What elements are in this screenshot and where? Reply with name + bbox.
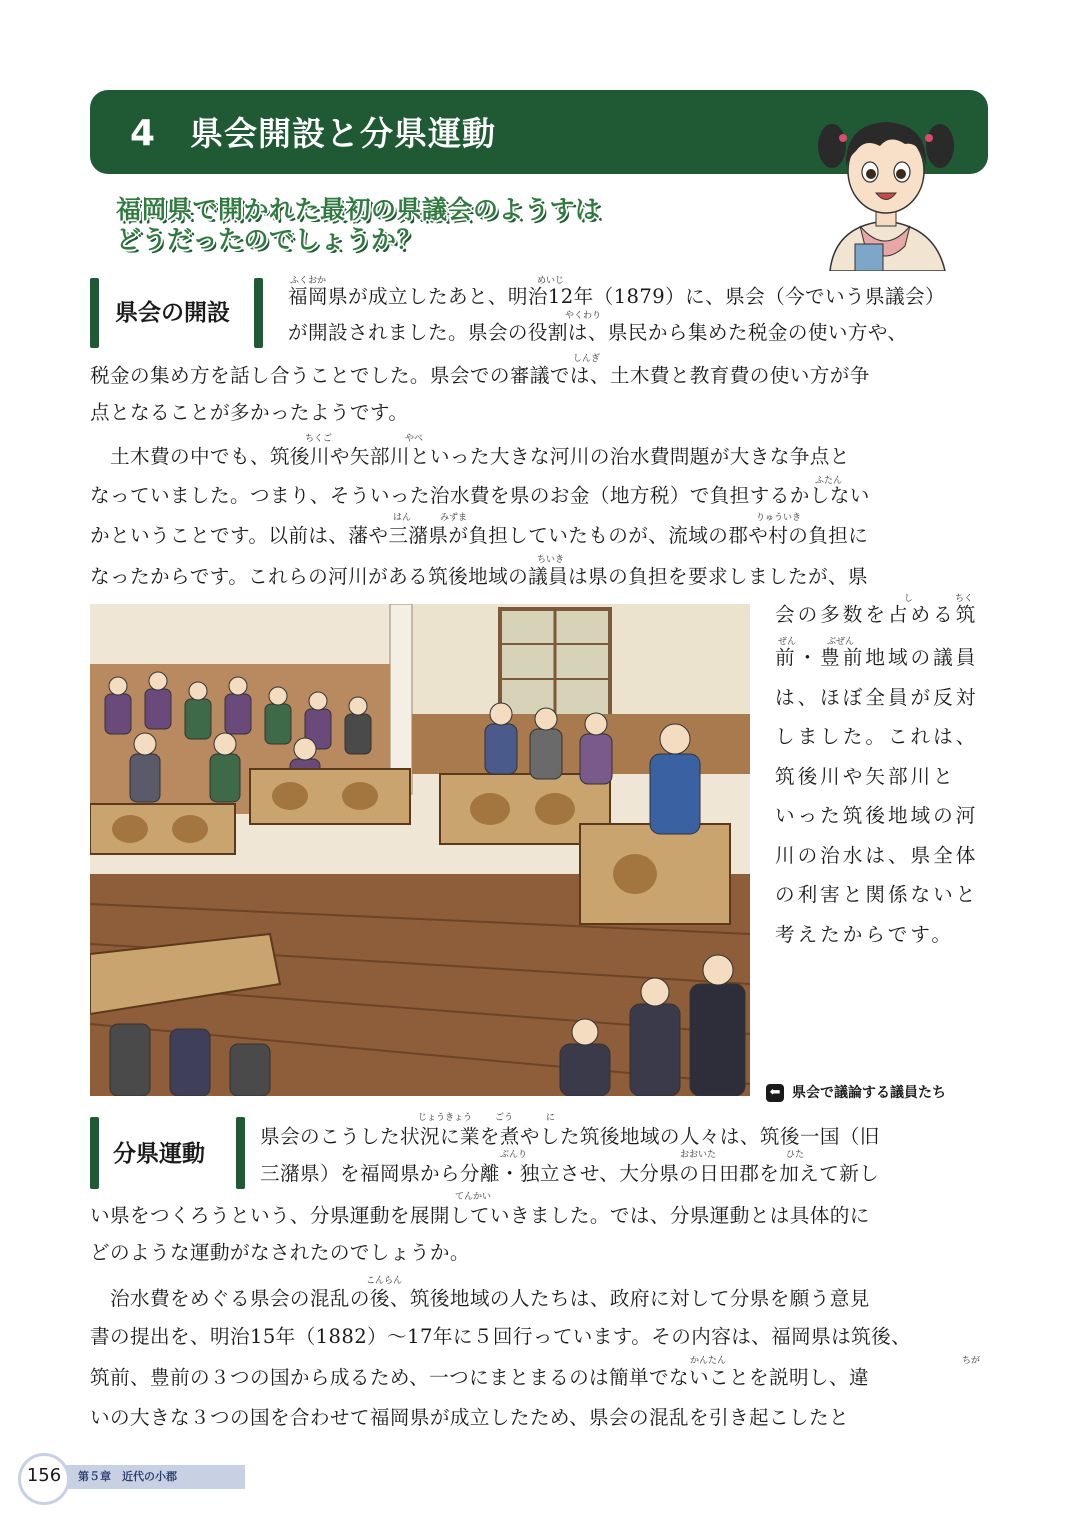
- ruby: やべ: [405, 434, 424, 444]
- assembly-hall-illustration: [90, 604, 750, 1096]
- ruby: ちく: [955, 594, 974, 604]
- ruby: ちいき: [537, 555, 565, 565]
- section-number: 4: [130, 113, 156, 154]
- body-line: かということです。以前は、藩や三潴県が負担していたものが、流域の郡や村の負担に: [90, 524, 869, 547]
- body-line: 治水費をめぐる県会の混乱の後、筑後地域の人たちは、政府に対して分県を願う意見: [90, 1287, 870, 1310]
- ruby: ふたん: [815, 476, 843, 486]
- column-line: 会の多数を占める筑: [775, 603, 979, 626]
- section-bar-left: [90, 1117, 99, 1189]
- ruby: おおいた: [680, 1150, 717, 1160]
- page-title: 県会開設と分県運動: [190, 114, 496, 153]
- ruby: みずま: [440, 513, 468, 523]
- question-line-2: どうだったのでしょうか？: [116, 225, 423, 254]
- column-line: 筑後川や矢部川と: [775, 765, 956, 788]
- section-bar-left: [90, 278, 99, 348]
- ruby: ちくご: [305, 434, 333, 444]
- page-number: 156: [26, 1465, 62, 1486]
- body-line: 税金の集め方を話し合うことでした。県会での審議では、土木費と教育費の使い方が争: [90, 364, 870, 387]
- body-line: い県をつくろうという、分県運動を展開していきました。では、分県運動とは具体的に: [90, 1204, 870, 1227]
- body-line: 県会のこうした状況に業を煮やした筑後地域の人々は、筑後一国（旧: [260, 1125, 880, 1148]
- column-line: いった筑後地域の河: [775, 804, 979, 827]
- question-line-1: 福岡県で開かれた最初の県議会のようすは: [116, 195, 601, 224]
- ruby: かんたん: [690, 1356, 727, 1366]
- column-line: 川の治水は、県全体: [775, 844, 979, 867]
- ruby: ぶぜん: [827, 637, 855, 647]
- chapter-label: 第５章 近代の小郡: [78, 1470, 177, 1483]
- column-line: の利害と関係ないと: [775, 883, 979, 906]
- section-bar-right: [236, 1117, 245, 1189]
- ruby: ぶんり: [500, 1150, 528, 1160]
- ruby: に: [546, 1113, 556, 1123]
- ruby: めいじ: [537, 276, 565, 286]
- ruby: りゅういき: [756, 513, 802, 523]
- column-line: 考えたからです。: [775, 923, 954, 946]
- section-bar-right: [254, 278, 263, 348]
- body-line: いの大きな３つの国を合わせて福岡県が成立したため、県会の混乱を引き起こしたと: [90, 1406, 849, 1429]
- ruby: ぜん: [778, 637, 797, 647]
- ruby: てんかい: [455, 1192, 492, 1202]
- section-heading-bunken: 分県運動: [113, 1141, 205, 1167]
- column-line: 前・豊前地域の議員: [775, 646, 979, 669]
- mascot-girl-illustration: [810, 96, 960, 271]
- section-heading-kenkai: 県会の開設: [115, 300, 230, 326]
- ruby: ひた: [786, 1150, 805, 1160]
- body-line: が開設されました。県会の役割は、県民から集めた税金の使い方や、: [288, 321, 908, 344]
- ruby: ごう: [495, 1113, 514, 1123]
- ruby: し: [904, 594, 914, 604]
- body-line: どのような運動がなされたのでしょうか。: [90, 1241, 470, 1264]
- body-line: 三潴県）を福岡県から分離・独立させ、大分県の日田郡を加えて新し: [260, 1162, 880, 1185]
- body-line: なったからです。これらの河川がある筑後地域の議員は県の負担を要求しましたが、県: [90, 565, 868, 588]
- body-line: 書の提出を、明治15年（1882）～17年に５回行っています。その内容は、福岡県は筑後、: [90, 1325, 912, 1348]
- ruby: はん: [393, 513, 412, 523]
- ruby: ふくおか: [290, 276, 327, 286]
- body-line: なっていました。つまり、そういった治水費を県のお金（地方税）で負担するかしない: [90, 484, 870, 507]
- body-line: 福岡県が成立したあと、明治12年（1879）に、県会（今でいう県議会）: [288, 285, 946, 308]
- arrow-left-icon: ⬅: [766, 1084, 784, 1102]
- body-line: 筑前、豊前の３つの国から成るため、一つにまとまるのは簡単でないことを説明し、違: [90, 1366, 869, 1389]
- body-line: 点となることが多かったようです。: [90, 401, 409, 424]
- ruby: やくわり: [565, 311, 602, 321]
- ruby: じょうきょう: [418, 1113, 473, 1123]
- column-line: は、ほぼ全員が反対: [775, 686, 979, 709]
- ruby: しんぎ: [573, 354, 601, 364]
- body-line: 土木費の中でも、筑後川や矢部川といった大きな河川の治水費問題が大きな争点と: [90, 445, 850, 468]
- ruby: こんらん: [366, 1276, 403, 1286]
- illustration-caption: 県会で議論する議員たち: [792, 1085, 946, 1101]
- ruby: ちが: [962, 1356, 981, 1366]
- column-line: しました。これは、: [775, 725, 979, 748]
